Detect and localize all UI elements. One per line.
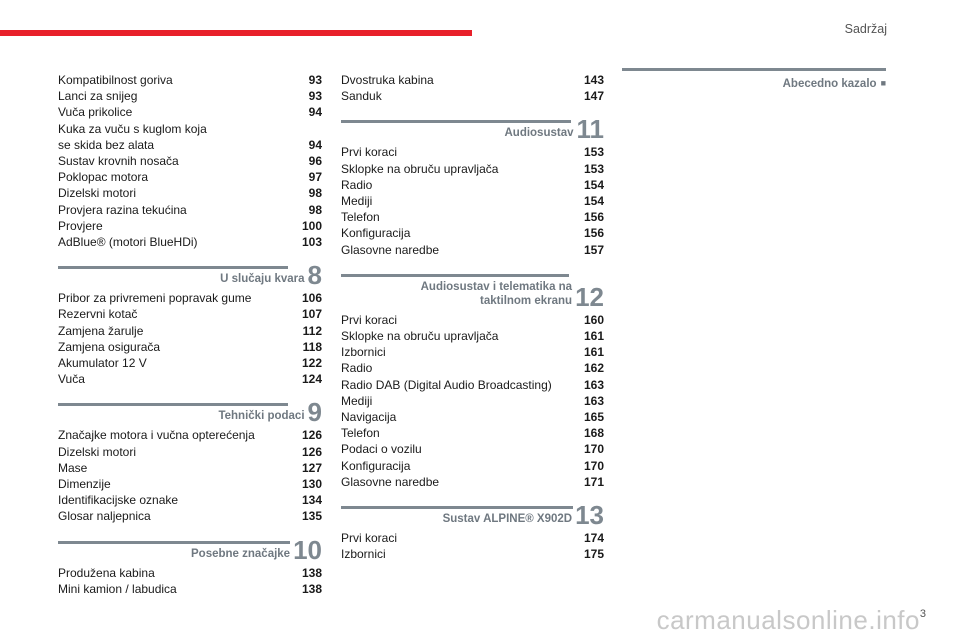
toc-entry-page: 174 bbox=[583, 531, 604, 546]
toc-entry[interactable] bbox=[341, 193, 604, 209]
toc-entry[interactable] bbox=[58, 185, 322, 201]
toc-entry-title: Vuča prikolice bbox=[58, 105, 133, 120]
toc-entry-title: Mediji bbox=[341, 393, 373, 408]
toc-entry[interactable] bbox=[341, 242, 604, 258]
toc-entry-page: 170 bbox=[583, 442, 604, 457]
toc-entry-page: 163 bbox=[583, 377, 604, 392]
toc-entry-title: AdBlue® (motori BlueHDi) bbox=[58, 235, 198, 250]
section-title: Audiosustav bbox=[504, 127, 574, 140]
toc-entry[interactable] bbox=[58, 218, 322, 234]
toc-entry-page: 118 bbox=[302, 339, 322, 354]
toc-entry-page: 124 bbox=[301, 372, 322, 387]
toc-entry[interactable] bbox=[341, 344, 604, 360]
toc-column-2 bbox=[341, 72, 604, 562]
toc-entry[interactable] bbox=[58, 581, 322, 597]
toc-entry[interactable] bbox=[341, 409, 604, 425]
toc-section-13 bbox=[341, 502, 604, 562]
toc-entry-page: 106 bbox=[301, 291, 322, 306]
toc-entry[interactable] bbox=[341, 328, 604, 344]
toc-entry[interactable] bbox=[341, 393, 604, 409]
toc-entry[interactable] bbox=[341, 88, 604, 104]
toc-entry-title: Vuča bbox=[58, 372, 85, 387]
toc-entry-page: 154 bbox=[583, 177, 604, 192]
toc-entry-title: Rezervni kotač bbox=[58, 307, 138, 322]
toc-entry-title: Značajke motora i vučna opterećenja bbox=[58, 428, 255, 443]
toc-entry-page: 93 bbox=[308, 73, 322, 87]
section-title-line: Audiosustav i telematika na bbox=[420, 280, 573, 293]
toc-entry-title: Mediji bbox=[341, 194, 373, 209]
toc-entry-page: 138 bbox=[301, 581, 322, 596]
section-title-line: taktilnom ekranu bbox=[480, 294, 573, 307]
toc-entry-title: Lanci za snijeg bbox=[58, 89, 138, 104]
section-title: Abecedno kazalo bbox=[782, 78, 877, 90]
toc-entry-title: Produžena kabina bbox=[58, 565, 155, 580]
toc-entry-title: Mini kamion / labudica bbox=[58, 581, 177, 596]
toc-entry-title: Dimenzije bbox=[58, 477, 111, 492]
toc-entry[interactable] bbox=[58, 476, 322, 492]
watermark-logo: carmanualsonline.info bbox=[656, 605, 920, 635]
toc-entry-page: 100 bbox=[301, 218, 322, 233]
toc-entry-title: Konfiguracija bbox=[341, 226, 411, 241]
page-header-title: Sadržaj bbox=[844, 22, 887, 36]
section-header[interactable] bbox=[58, 534, 322, 565]
section-header[interactable] bbox=[58, 397, 322, 428]
toc-section-11 bbox=[341, 116, 604, 257]
toc-entry-title: Sustav krovnih nosača bbox=[58, 154, 179, 169]
section-number: 10 bbox=[293, 534, 322, 565]
section-number: 9 bbox=[307, 397, 322, 428]
toc-entry-page: 134 bbox=[301, 493, 322, 508]
section-title: Posebne značajke bbox=[191, 547, 291, 560]
toc-entry-title: Radio bbox=[341, 361, 373, 376]
toc-entry-title: Glasovne naredbe bbox=[341, 474, 440, 489]
toc-entry-title: Poklopac motora bbox=[58, 170, 149, 185]
toc-entry-title: Akumulator 12 V bbox=[58, 356, 147, 371]
section-header[interactable] bbox=[341, 500, 604, 531]
toc-entry[interactable] bbox=[341, 530, 604, 546]
toc-entry-page: 97 bbox=[308, 170, 322, 185]
toc-entry-page: 112 bbox=[302, 323, 322, 338]
toc-entry[interactable] bbox=[341, 458, 604, 474]
toc-entry-page: 98 bbox=[308, 202, 322, 217]
toc-entry[interactable] bbox=[58, 234, 322, 250]
section-title: U slučaju kvara bbox=[220, 273, 305, 286]
toc-entry-title: Izbornici bbox=[341, 345, 386, 360]
section-header[interactable] bbox=[58, 260, 322, 291]
section-title: Tehnički podaci bbox=[218, 410, 305, 423]
toc-entry-page: 156 bbox=[583, 210, 604, 225]
toc-entry-title: Dizelski motori bbox=[58, 186, 137, 201]
toc-entry[interactable] bbox=[58, 339, 322, 355]
toc-entry-page: 98 bbox=[308, 186, 322, 201]
toc-entry[interactable] bbox=[58, 323, 322, 339]
section-divider bbox=[622, 68, 886, 71]
section-header[interactable] bbox=[341, 270, 604, 312]
header-accent-bar bbox=[0, 30, 472, 36]
toc-section-abc[interactable] bbox=[622, 72, 886, 90]
toc-entry-page: 162 bbox=[583, 361, 604, 376]
toc-entry-title: Telefon bbox=[341, 426, 380, 441]
toc-entry[interactable] bbox=[58, 202, 322, 218]
toc-entry-title: Mase bbox=[58, 460, 88, 475]
toc-entry-page: 163 bbox=[583, 393, 604, 408]
toc-entry-page: 103 bbox=[301, 235, 322, 250]
toc-section-8 bbox=[58, 262, 322, 387]
toc-entry-title: Konfiguracija bbox=[341, 458, 411, 473]
toc-entry-page: 170 bbox=[583, 458, 604, 473]
toc-entry[interactable] bbox=[58, 427, 322, 443]
toc-entry-page: 157 bbox=[583, 242, 604, 257]
toc-entry[interactable] bbox=[58, 460, 322, 476]
toc-entry[interactable] bbox=[58, 565, 322, 581]
toc-entry-title: Sklopke na obruču upravljača bbox=[341, 329, 499, 344]
section-number: 11 bbox=[576, 114, 604, 145]
toc-entry-page: 161 bbox=[583, 329, 604, 344]
toc-entry-title: Zamjena žarulje bbox=[58, 323, 144, 338]
section-number: 12 bbox=[575, 281, 604, 312]
toc-entry-title: Kompatibilnost goriva bbox=[58, 73, 173, 87]
toc-entry-page: 175 bbox=[583, 547, 604, 562]
toc-entry[interactable] bbox=[341, 474, 604, 490]
section-divider bbox=[341, 120, 571, 123]
toc-entry[interactable] bbox=[341, 360, 604, 376]
toc-entry-page: 165 bbox=[583, 410, 604, 425]
toc-entry-title: Provjere bbox=[58, 218, 103, 233]
toc-entry-page: 127 bbox=[301, 460, 322, 475]
toc-column-1 bbox=[58, 72, 322, 597]
toc-entry-title: Prvi koraci bbox=[341, 531, 398, 546]
toc-entry-title: Izbornici bbox=[341, 547, 386, 562]
toc-entry-page: 147 bbox=[583, 89, 604, 104]
toc-entry-title: Glosar naljepnica bbox=[58, 509, 151, 524]
toc-entry[interactable] bbox=[341, 177, 604, 193]
toc-entry[interactable] bbox=[341, 425, 604, 441]
toc-entry[interactable] bbox=[58, 508, 322, 524]
toc-entry[interactable] bbox=[341, 312, 604, 328]
section-divider bbox=[58, 403, 288, 406]
toc-entry[interactable] bbox=[341, 546, 604, 562]
toc-intro-list bbox=[58, 72, 322, 250]
toc-entry[interactable] bbox=[58, 72, 322, 88]
toc-entry[interactable] bbox=[58, 137, 322, 153]
square-bullet-icon: ■ bbox=[880, 78, 886, 88]
toc-entry[interactable] bbox=[341, 225, 604, 241]
toc-entry-page: 171 bbox=[583, 474, 604, 489]
toc-entry-title: Navigacija bbox=[341, 410, 397, 425]
toc-entry-page: 135 bbox=[301, 509, 322, 524]
toc-entry-page: 161 bbox=[583, 345, 604, 360]
toc-entry[interactable] bbox=[58, 306, 322, 322]
toc-entry-title: Pribor za privremeni popravak gume bbox=[58, 291, 252, 306]
toc-entry[interactable] bbox=[341, 377, 604, 393]
toc-section-9 bbox=[58, 399, 322, 524]
toc-entry[interactable] bbox=[58, 121, 322, 137]
toc-entry[interactable] bbox=[58, 290, 322, 306]
toc-entry[interactable] bbox=[341, 441, 604, 457]
toc-entry[interactable] bbox=[58, 153, 322, 169]
toc-entry[interactable] bbox=[58, 355, 322, 371]
toc-entry[interactable] bbox=[341, 144, 604, 160]
toc-entry-page: 160 bbox=[583, 312, 604, 327]
toc-entry-page: 154 bbox=[583, 194, 604, 209]
toc-entry-page: 96 bbox=[308, 154, 322, 169]
toc-entry-title: Telefon bbox=[341, 210, 380, 225]
toc-entry-page: 168 bbox=[583, 426, 604, 441]
toc-entry-title: Sklopke na obruču upravljača bbox=[341, 161, 499, 176]
toc-entry-title: Glasovne naredbe bbox=[341, 242, 440, 257]
toc-entry-title: Identifikacijske oznake bbox=[58, 493, 179, 508]
toc-entry-page: 156 bbox=[583, 226, 604, 241]
toc-section-12 bbox=[341, 270, 604, 490]
toc-entry-page: 107 bbox=[301, 307, 322, 322]
toc-entry-title: Radio bbox=[341, 177, 373, 192]
toc-entry[interactable] bbox=[341, 161, 604, 177]
toc-entry-title: Radio DAB (Digital Audio Broadcasting) bbox=[341, 377, 552, 392]
toc-entry-title: Sanduk bbox=[341, 89, 382, 104]
section-divider bbox=[341, 506, 573, 509]
section-divider bbox=[58, 266, 288, 269]
toc-entry-page: 126 bbox=[301, 444, 322, 459]
toc-entry-page: 153 bbox=[583, 161, 604, 176]
toc-entry-title: Dvostruka kabina bbox=[341, 73, 434, 87]
section-divider bbox=[58, 541, 290, 544]
toc-entry-title: Podaci o vozilu bbox=[341, 442, 422, 457]
toc-entry-title: Dizelski motori bbox=[58, 444, 137, 459]
section-header[interactable] bbox=[341, 114, 604, 145]
toc-entry[interactable] bbox=[58, 104, 322, 120]
toc-column-3 bbox=[622, 72, 886, 90]
toc-entry-title: Provjera razina tekućina bbox=[58, 202, 187, 217]
toc-entry-title: Zamjena osigurača bbox=[58, 339, 161, 354]
toc-entry-page: 93 bbox=[308, 89, 322, 104]
toc-entry-page: 138 bbox=[301, 565, 322, 580]
section-divider bbox=[341, 274, 569, 277]
toc-entry-page: 122 bbox=[301, 356, 322, 371]
toc-entry[interactable] bbox=[341, 72, 604, 88]
toc-entry-title: Kuka za vuču s kuglom koja bbox=[58, 121, 207, 136]
toc-entry-page: 130 bbox=[301, 477, 322, 492]
toc-entry-title: Prvi koraci bbox=[341, 312, 398, 327]
toc-intro-list bbox=[341, 72, 604, 104]
toc-entry[interactable] bbox=[58, 444, 322, 460]
page-number: 3 bbox=[919, 608, 926, 620]
toc-entry[interactable] bbox=[58, 371, 322, 387]
toc-entry-page: 126 bbox=[301, 428, 322, 443]
toc-entry-page: 94 bbox=[308, 137, 322, 152]
toc-entry[interactable] bbox=[58, 88, 322, 104]
toc-entry-page: 143 bbox=[583, 73, 604, 87]
toc-entry[interactable] bbox=[341, 209, 604, 225]
toc-entry-page: 94 bbox=[308, 105, 322, 120]
toc-entry[interactable] bbox=[58, 492, 322, 508]
section-title: Sustav ALPINE® X902D bbox=[442, 513, 573, 526]
toc-entry-title: Prvi koraci bbox=[341, 145, 398, 160]
toc-section-10 bbox=[58, 534, 322, 597]
toc-entry-page: 153 bbox=[583, 145, 604, 160]
toc-entry-title: se skida bez alata bbox=[58, 137, 155, 152]
toc-entry[interactable] bbox=[58, 169, 322, 185]
section-number: 8 bbox=[307, 260, 322, 291]
section-number: 13 bbox=[575, 500, 604, 531]
